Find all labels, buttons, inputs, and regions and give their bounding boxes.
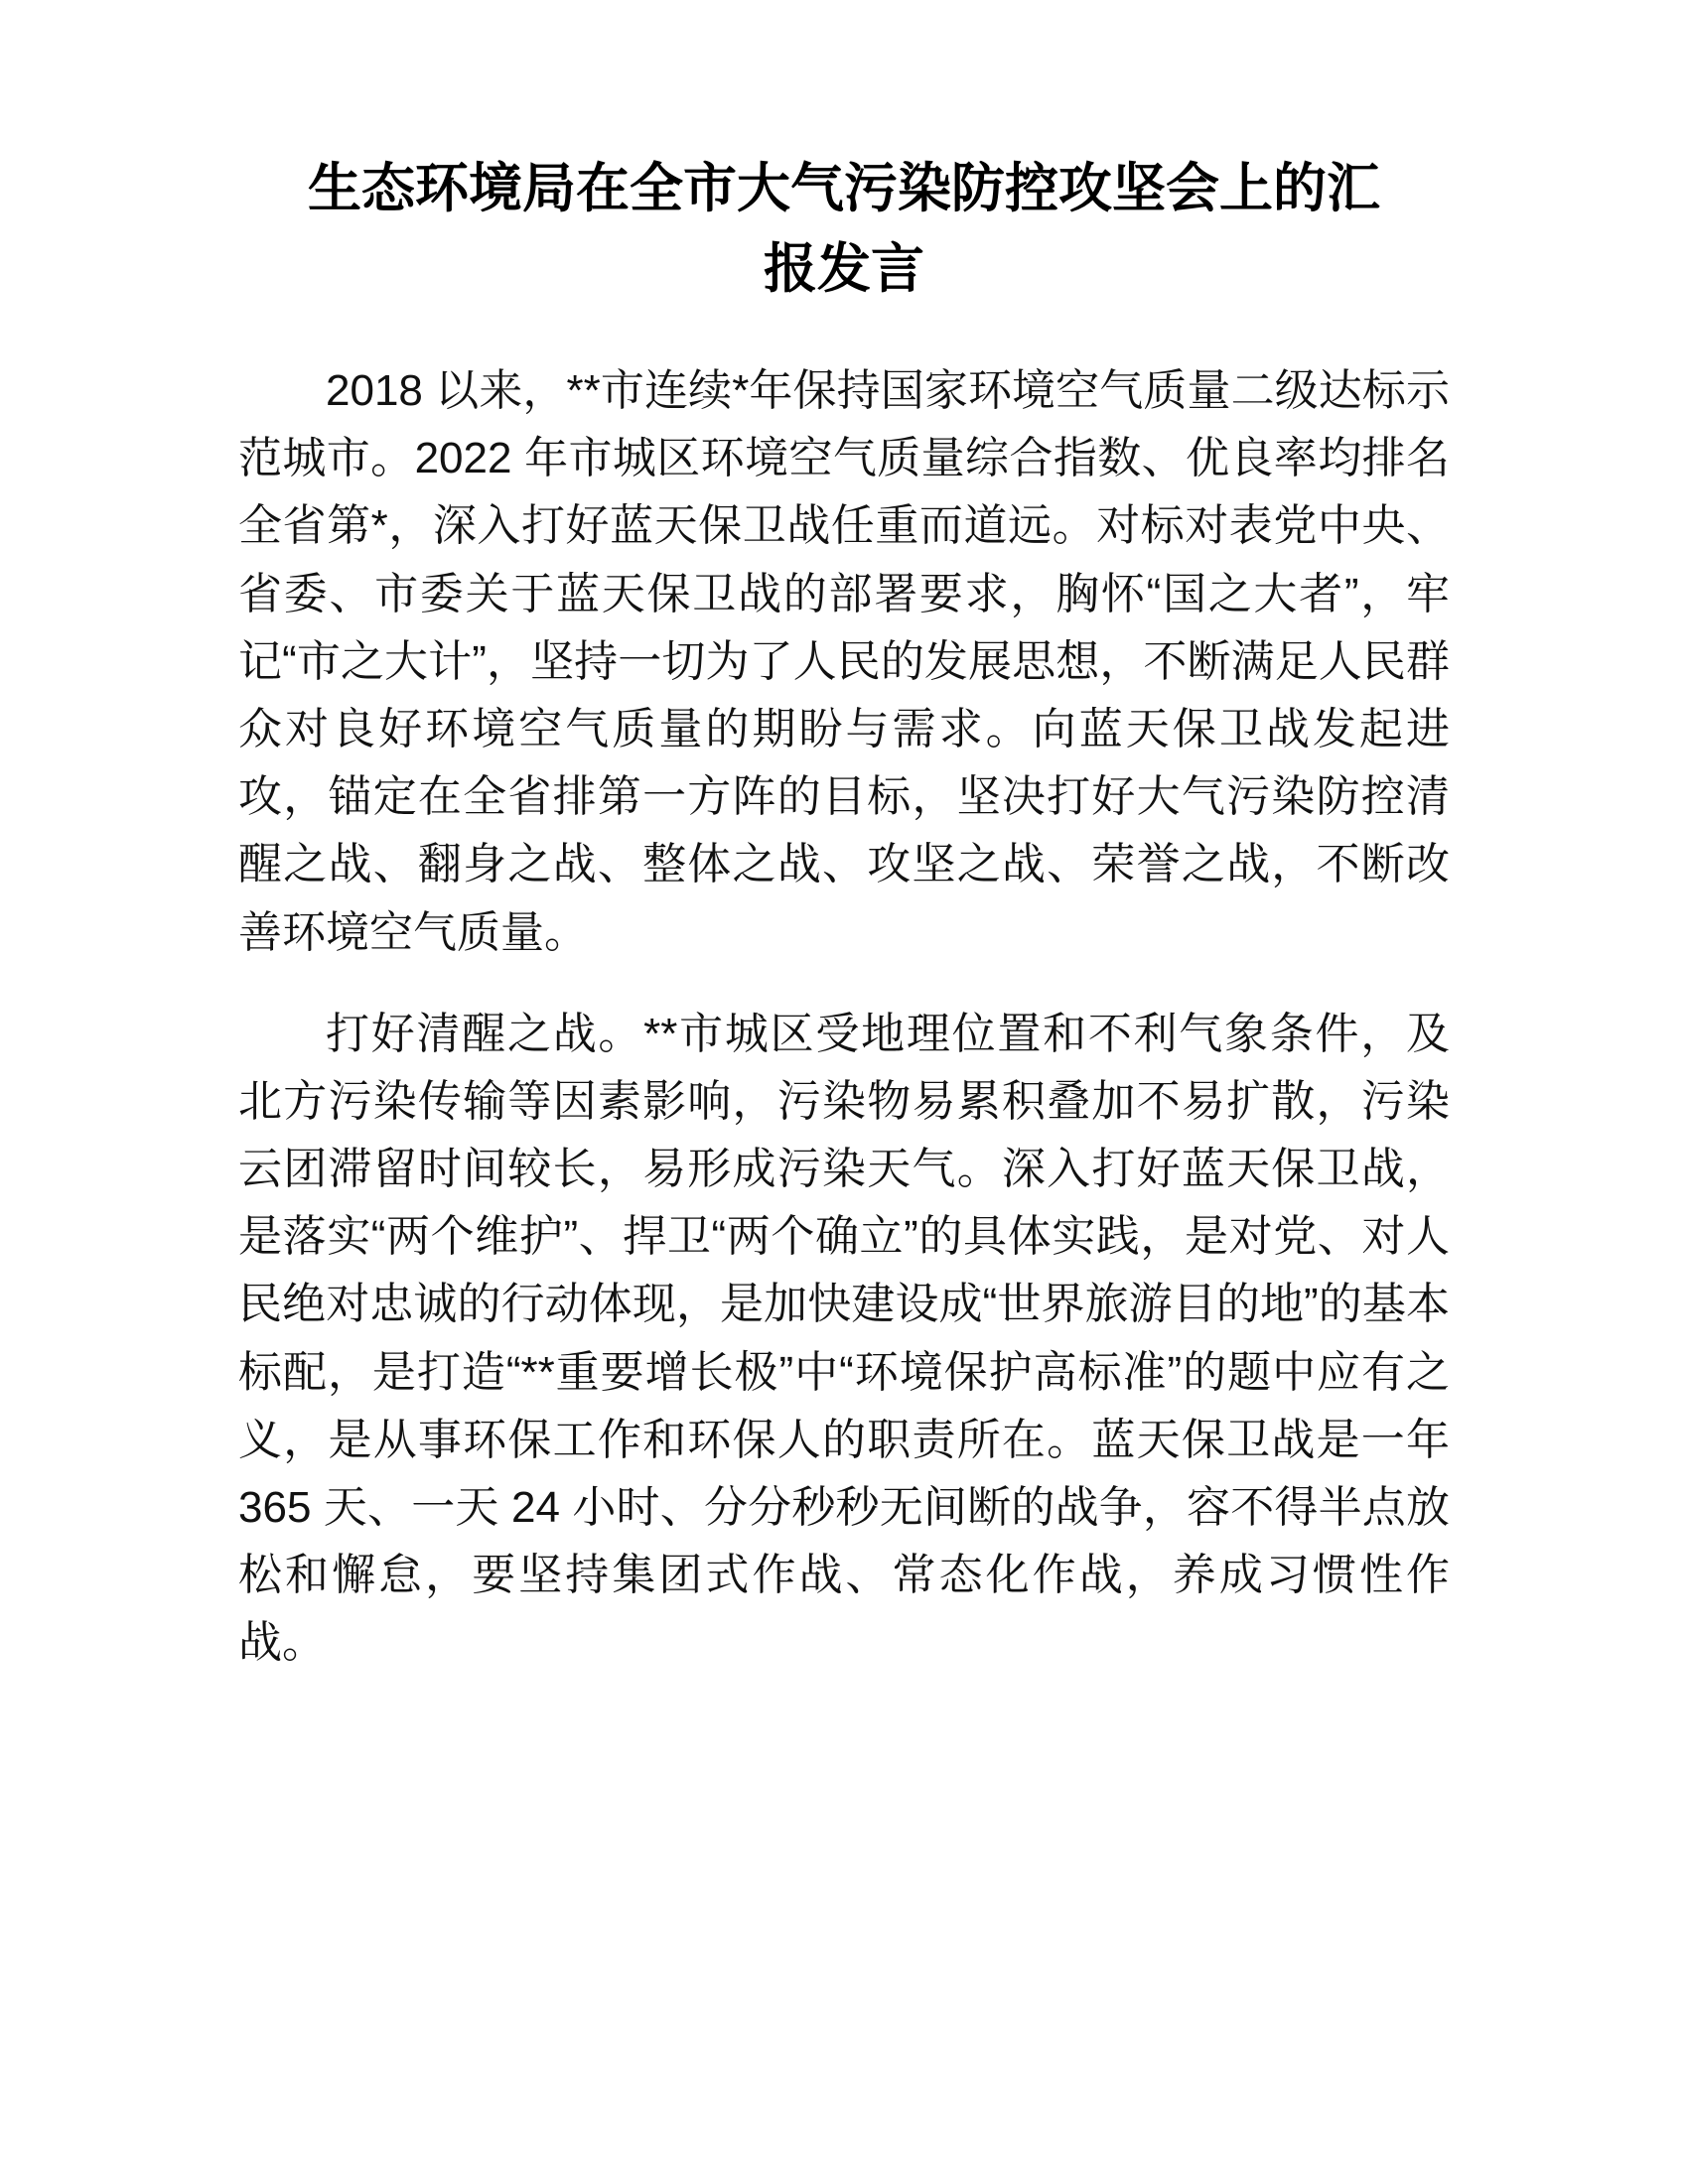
paragraph-1: 2018 以来，**市连续*年保持国家环境空气质量二级达标示范城市。2022 年市城区环境空气质量综合指数、优良率均排名全省第*，深入打好蓝天保卫战任重而道远。对标对表党中央、省委、市委关于蓝天保卫战的部署要求，胸怀“国之大者”，牢记“市之大计”，坚持一切为了人民的发展思想，不断满足人民群众对良好环境空气质量的期盼与需求。向蓝天保卫战发起进攻，锚定在全省排第一方阵的目标，坚决打好大气污染防控清醒之战、翻身之战、整体之战、攻坚之战、荣誉之战，不断改善环境空气质量。 bbox=[238, 366, 1450, 957]
document-body bbox=[238, 357, 1450, 1678]
paragraph-2: 打好清醒之战。**市城区受地理位置和不利气象条件，及北方污染传输等因素影响，污染物易累积叠加不易扩散，污染云团滞留时间较长，易形成污染天气。深入打好蓝天保卫战，是落实“两个维护”、捍卫“两个确立”的具体实践，是对党、对人民绝对忠诚的行动体现，是加快建设成“世界旅游目的地”的基本标配，是打造“**重要增长极”中“环境保护高标准”的题中应有之义，是从事环保工作和环保人的职责所在。蓝天保卫战是一年 365 天、一天 24 小时、分分秒秒无间断的战争，容不得半点放松和懈怠，要坚持集团式作战、常态化作战，养成习惯性作战。 bbox=[238, 1009, 1450, 1668]
document-title: 生态环境局在全市大气污染防控攻坚会上的汇报发言 bbox=[308, 159, 1380, 299]
